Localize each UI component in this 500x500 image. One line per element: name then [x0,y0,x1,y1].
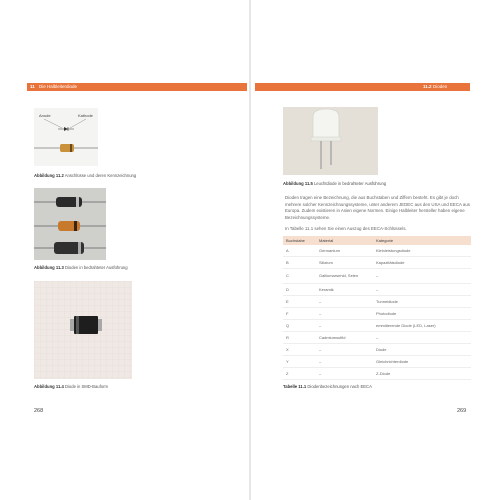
table-row: B Silizium Kapazitätsdiode [283,257,471,269]
left-running-header [27,83,247,91]
table-row: Y – Gleichrichterdiode [283,356,471,368]
through-hole-diodes-photo [34,188,106,260]
led-photo [283,107,378,175]
table-header-row [283,236,471,245]
smd-diode-photo [34,281,132,379]
cathode-label: Kathode [78,113,93,118]
diode-terminal-illustration [34,108,98,166]
right-running-header [255,83,470,97]
left-page [0,0,249,500]
left-page-number: 268 [34,408,44,414]
right-header-section-number: 11.2 [423,84,432,89]
anode-label: Anode [39,113,51,118]
body-paragraph-1: Dioden tragen eine Bezeichnung, die aus Buchstaben und Ziffern besteht. Es gibt je doch mehrere solcher Kennzeichnungssysteme, unter anderem JEDEC aus den USA und EECA aus Europa. Zudem existieren in Asien eigene Normen. Einige Halbleiter hersteller haben eigene Bezeichnungssysteme. [285,195,470,220]
diode-schematic-symbol [58,127,74,131]
table-row: R Cadmiumsulfid – [283,332,471,344]
right-page-number: 269 [457,408,467,414]
table-row: Q – emmitierende Diode (LED, Laser) [283,320,471,332]
left-header-title: Die Halbleiterdiode [39,84,78,89]
table-header-letter: Buchstabe [283,236,316,245]
table-row: D Keramik – [283,284,471,296]
right-page [251,0,500,500]
table-header-material: Material [316,236,373,245]
table-row: X – Diode [283,344,471,356]
table-11-1-caption: Tabelle 11.1 Diodenbezeichnungen nach EECA [283,384,372,389]
table-row: Z – Z-Diode [283,368,471,380]
diode-terminal-photo [34,108,98,166]
table-row: F – Photodiode [283,308,471,320]
body-paragraph-2: In Tabelle 11.1 sehen Sie einen Auszug des EECA-Schlüssels. [285,226,407,231]
table-header-category: Kategorie [373,236,471,245]
figure-11-2-caption: Abbildung 11.2 Anschlüsse und deren Kennzeichnung [34,173,137,178]
table-row: E – Tunneldiode [283,296,471,308]
figure-11-4-caption: Abbildung 11.4 Diode in SMD-Bauform [34,384,109,389]
figure-11-3-caption: Abbildung 11.3 Dioden in bedrahteter Ausführung [34,265,128,270]
table-row: C Galliumarsenid, Selen – [283,269,471,284]
eeca-code-table [283,236,471,380]
table-row: A Germanium Kleinleistungsdiode [283,245,471,257]
figure-11-5-caption: Abbildung 11.5 Leuchtdiode in bedrahteter Ausführung [283,181,387,186]
left-header-chapter-number: 11 [30,84,35,89]
right-header-title: Dioden (Bauelemente) [433,84,463,97]
